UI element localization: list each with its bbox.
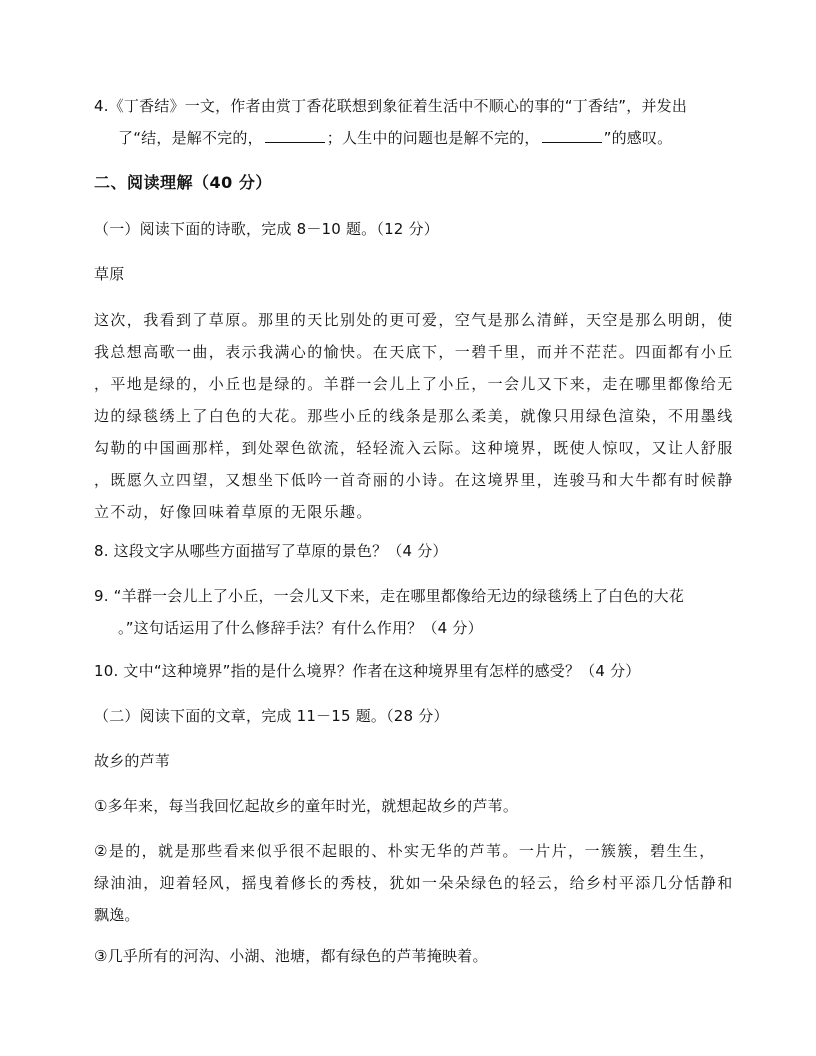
passage-1-line: 勾勒的中国画那样，到处翠色欲流，轻轻流入云际。这种境界，既使人惊叹，又让人舒服 <box>94 439 734 457</box>
question-8: 8. 这段文字从哪些方面描写了草原的景色？（4 分） <box>94 542 448 560</box>
answer-blank-2[interactable] <box>542 128 602 143</box>
passage-2-paragraph-1: ①多年来，每当我回忆起故乡的童年时光，就想起故乡的芦苇。 <box>94 797 519 815</box>
question-4-text-b: ；人生中的问题也是解不完的， <box>326 129 540 147</box>
question-10: 10. 文中“这种境界”指的是什么境界？作者在这种境界里有怎样的感受？（4 分） <box>94 662 641 680</box>
passage-1-line: 边的绿毯绣上了白色的大花。那些小丘的线条是那么柔美，就像只用绿色渲染，不用墨线 <box>94 407 734 425</box>
passage-2-paragraph-2-line: ②是的，就是那些看来似乎很不起眼的、朴实无华的芦苇。一片片，一簇簇，碧生生， <box>94 842 716 860</box>
section-2-title: 二、阅读理解（40 分） <box>94 173 272 192</box>
question-9-line-2: 。”这句话运用了什么修辞手法？有什么作用？（4 分） <box>118 619 483 637</box>
question-4-line-1: 4.《丁香结》一文，作者由赏丁香花联想到象征着生活中不顺心的事的“丁香结”，并发出 <box>94 97 688 115</box>
passage-1-line: ，既愿久立四望，又想坐下低吟一首奇丽的小诗。在这境界里，连骏马和大牛都有时候静 <box>94 471 734 489</box>
passage-1-title: 草原 <box>94 265 125 283</box>
passage-1-line: 立不动，好像回味着草原的无限乐趣。 <box>94 503 373 521</box>
question-4-text-c: ”的感叹。 <box>603 129 673 147</box>
question-9-line-1: 9. “羊群一会儿上了小丘，一会儿又下来，走在哪里都像给无边的绿毯绣上了白色的大花 <box>94 587 685 605</box>
answer-blank-1[interactable] <box>265 128 325 143</box>
passage-1-line: 我总想高歌一曲，表示我满心的愉快。在天底下，一碧千里，而并不茫茫。四面都有小丘 <box>94 343 734 361</box>
question-4-line-2 <box>118 128 758 148</box>
passage-1-line: 这次，我看到了草原。那里的天比别处的更可爱，空气是那么清鲜，天空是那么明朗，使 <box>94 311 734 329</box>
passage-2-paragraph-3: ③几乎所有的河沟、小湖、池塘，都有绿色的芦苇掩映着。 <box>94 947 488 965</box>
part-2-heading: （二）阅读下面的文章，完成 11－15 题。（28 分） <box>94 707 449 725</box>
part-1-heading: （一）阅读下面的诗歌，完成 8－10 题。（12 分） <box>94 220 439 238</box>
question-4-text-a: 了“结，是解不完的， <box>118 129 263 147</box>
passage-1-line: ，平地是绿的，小丘也是绿的。羊群一会儿上了小丘，一会儿又下来，走在哪里都像给无 <box>94 375 734 393</box>
passage-2-title: 故乡的芦苇 <box>94 752 171 770</box>
passage-2-paragraph-2-line: 绿油油，迎着轻风，摇曳着修长的秀枝，犹如一朵朵绿色的轻云，给乡村平添几分恬静和 <box>94 874 734 892</box>
passage-2-paragraph-2-line: 飘逸。 <box>94 906 140 924</box>
